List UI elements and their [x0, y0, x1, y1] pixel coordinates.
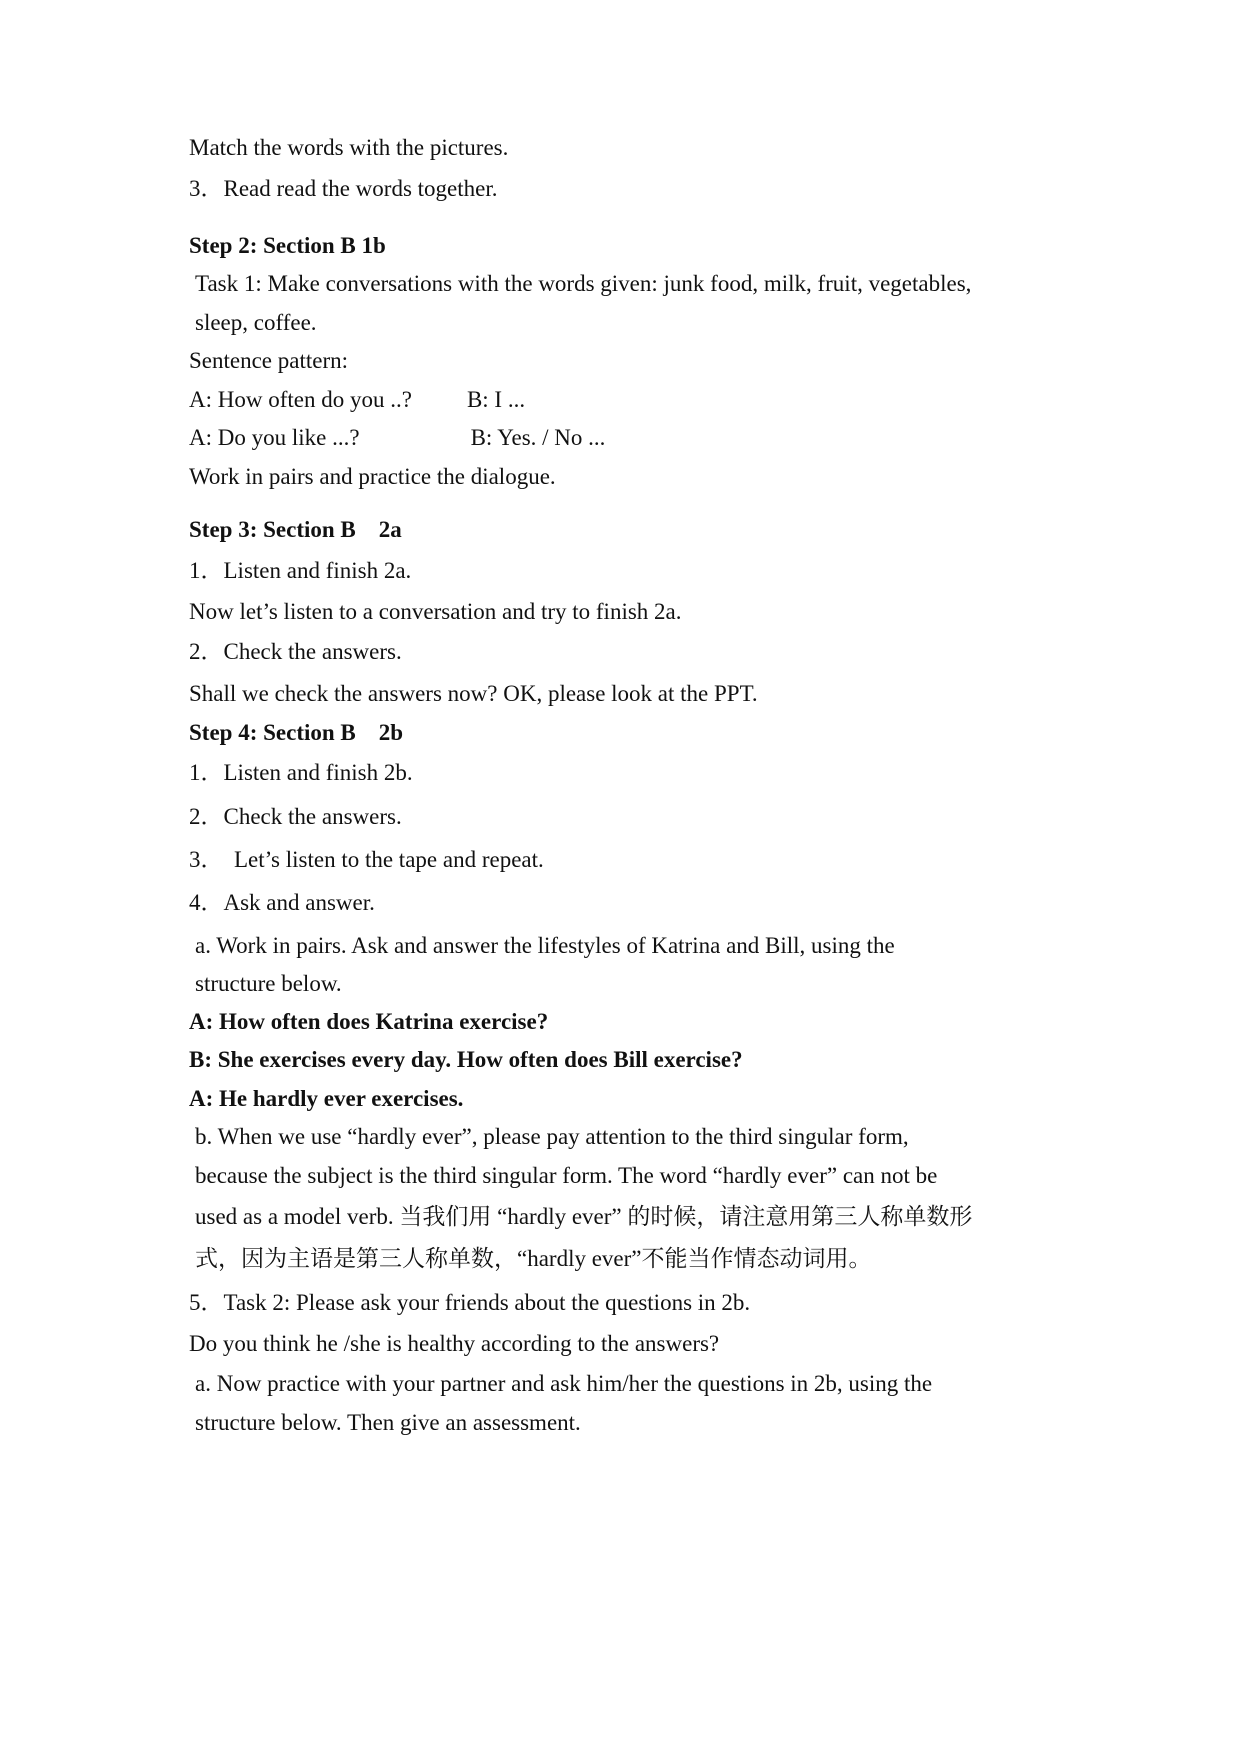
- paragraph-b-line: because the subject is the third singular form. The word “hardly ever” can not be: [195, 1163, 938, 1188]
- pattern-line-1: [189, 386, 525, 414]
- step-3-heading: Step 3: Section B 2a: [189, 517, 402, 542]
- dialogue-line: B: She exercises every day. How often does Bill exercise?: [189, 1047, 743, 1072]
- pattern-line-2: [189, 424, 605, 452]
- step-4-heading: Step 4: Section B 2b: [189, 720, 404, 745]
- list-number: 3．: [189, 176, 224, 201]
- pattern-a: A: Do you like ...?: [189, 425, 360, 450]
- paragraph-b-line: 式，因为主语是第三人称单数，“hardly ever”不能当作情态动词用。: [195, 1246, 872, 1271]
- step-2-heading: Step 2: Section B 1b: [189, 233, 386, 258]
- paragraph-b-line: b. When we use “hardly ever”, please pay attention to the third singular form,: [195, 1124, 909, 1149]
- pairs-instruction: Work in pairs and practice the dialogue.: [189, 464, 556, 489]
- dialogue-line: A: He hardly ever exercises.: [189, 1086, 464, 1111]
- list-text: Let’s listen to the tape and repeat.: [234, 847, 544, 872]
- list-text: Listen and finish 2b.: [223, 760, 413, 785]
- paragraph-a-line: a. Work in pairs. Ask and answer the lifestyles of Katrina and Bill, using the: [195, 933, 895, 958]
- task-1-continuation: sleep, coffee.: [195, 310, 317, 335]
- instruction-match: Match the words with the pictures.: [189, 135, 509, 160]
- list-item: [189, 803, 402, 831]
- list-number: 2．: [189, 804, 224, 829]
- list-number: 2．: [189, 639, 224, 664]
- pattern-b: B: Yes. / No ...: [470, 425, 606, 450]
- paragraph-a2-line: a. Now practice with your partner and ask him/her the questions in 2b, using the: [195, 1371, 933, 1396]
- paragraph-a-line: structure below.: [195, 971, 342, 996]
- listen-instruction: Now let’s listen to a conversation and try to finish 2a.: [189, 599, 682, 624]
- pattern-b: B: I ...: [466, 387, 526, 412]
- list-text: Check the answers.: [223, 639, 402, 664]
- list-text: Read read the words together.: [223, 176, 498, 201]
- list-item: [189, 557, 411, 585]
- list-text: Listen and finish 2a.: [223, 558, 412, 583]
- list-item: [189, 759, 413, 787]
- paragraph-b-line: used as a model verb. 当我们用 “hardly ever” 的时候，请注意用第三人称单数形: [195, 1204, 973, 1229]
- list-text: Check the answers.: [223, 804, 402, 829]
- list-text: Ask and answer.: [223, 890, 375, 915]
- list-number: 1．: [189, 558, 224, 583]
- list-item: [189, 1289, 750, 1317]
- dialogue-line: A: How often does Katrina exercise?: [189, 1009, 549, 1034]
- list-text: Task 2: Please ask your friends about the questions in 2b.: [223, 1290, 751, 1315]
- list-number: 5．: [189, 1290, 224, 1315]
- list-item: [189, 889, 375, 917]
- question-line: Do you think he /she is healthy according to the answers?: [189, 1331, 720, 1356]
- list-number: 4．: [189, 890, 224, 915]
- list-item: [189, 175, 498, 203]
- check-instruction: Shall we check the answers now? OK, please look at the PPT.: [189, 681, 758, 706]
- list-number: 3．: [189, 847, 224, 872]
- pattern-a: A: How often do you ..?: [189, 387, 412, 412]
- list-number: 1．: [189, 760, 224, 785]
- list-item: [189, 638, 402, 666]
- sentence-pattern-label: Sentence pattern:: [189, 348, 349, 373]
- paragraph-a2-line: structure below. Then give an assessment.: [195, 1410, 581, 1435]
- list-item: [189, 846, 544, 874]
- task-1-text: Task 1: Make conversations with the words given: junk food, milk, fruit, vegetables,: [195, 271, 972, 296]
